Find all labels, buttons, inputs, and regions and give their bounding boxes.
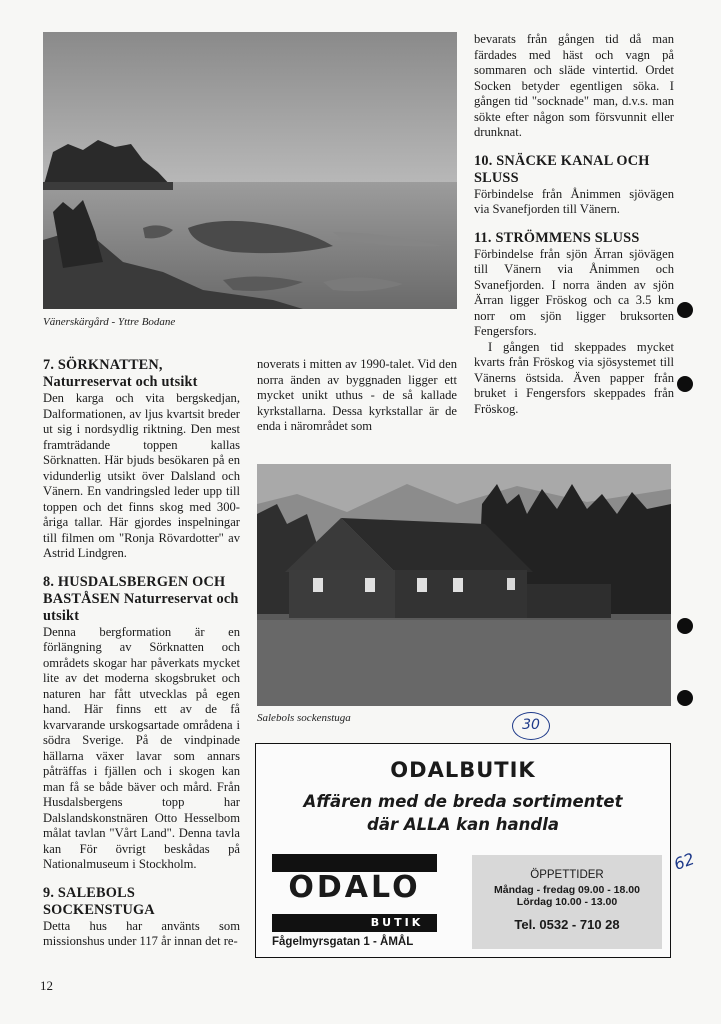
photo-caption-archipelago: Vänerskärgård - Yttre Bodane bbox=[43, 316, 176, 328]
heading-sorknatten: 7. SÖRKNATTEN, Naturreservat och utsikt bbox=[43, 357, 198, 390]
heading-salebols-sockenstuga: 9. SALEBOLS SOCKENSTUGA bbox=[43, 884, 155, 918]
photo-sockenstuga bbox=[257, 464, 671, 706]
ad-tagline-1: Affären med de breda sortimentet bbox=[303, 792, 623, 811]
binder-hole bbox=[677, 618, 693, 634]
page-stamp bbox=[512, 712, 550, 740]
column-1 bbox=[43, 357, 240, 950]
ad-tagline-2: där ALLA kan handla bbox=[367, 815, 559, 834]
photo-archipelago bbox=[43, 32, 457, 309]
heading-strommens-sluss: 11. STRÖMMENS SLUSS bbox=[474, 229, 640, 246]
hours-saturday: Lördag 10.00 - 13.00 bbox=[516, 896, 618, 908]
opening-hours-box bbox=[472, 855, 662, 949]
column-2 bbox=[257, 357, 457, 435]
logo-text: ODALO bbox=[288, 870, 421, 905]
text-salebols-sockenstuga: Detta hus har använts som missionshus under 117 år innan det re- bbox=[43, 918, 240, 948]
archipelago-photo-illustration bbox=[43, 32, 457, 309]
binder-hole bbox=[677, 690, 693, 706]
page-number: 12 bbox=[40, 978, 53, 993]
heading-snacke-kanal: 10. SNÄCKE KANAL OCH SLUSS bbox=[474, 152, 650, 186]
page-stamp-text: 30 bbox=[522, 717, 540, 733]
binder-hole bbox=[677, 302, 693, 318]
phone-number: Tel. 0532 - 710 28 bbox=[514, 917, 620, 932]
text-strommens-sluss: Förbindelse från sjön Ärran sjövägen till Vänern via Ånimmen och Svanefjorden. I norra änden av sjön Ärran ligger Fröskog och ca 3.5 km norr om sjön ligger bruksorten Fengersfors. bbox=[474, 246, 674, 338]
heading-husdalsbergen: 8. HUSDALSBERGEN OCH BASTÅSEN Naturreservat och utsikt bbox=[43, 573, 239, 624]
text-salebols-continued-2: bevarats från gången tid då man färdades med häst och vagn på sommaren och släde vintertid. Ordet Socken betyder egentligen söka. I gången tid "socknade" man, d.v.s. man sökte efter någon som försvunnit eller drunknat. bbox=[474, 32, 674, 139]
margin-note: 62 bbox=[671, 849, 697, 874]
binder-hole bbox=[677, 376, 693, 392]
text-salebols-continued: noverats i mitten av 1990-talet. Vid den norra änden av byggnaden ligger ett mycket unikt uthus - de så kallade kyrkstallarna. Dessa kyrkstallar är de enda i närområdet som bbox=[257, 357, 457, 433]
ad-address: Fågelmyrsgatan 1 - ÅMÅL bbox=[272, 936, 414, 948]
text-husdalsbergen: Denna bergformation är en förlängning av Sörknatten och områdets skogar har påverkats mycket lite av det moderna skogsbruket och naturen har fått utvecklas på egen hand. Här finns ett av de få kvarvarande urskogsartade områdena i södra Sverige. På de vindpinade hällarna växer lavar som annars påträffas i fjällen och i skogen kan man få se både bäver och mård. Från Husdalsbergens topp har Dalslandskonstnären Otto Hesselbom målat tavlan "Vårt Land". Denna tavla kan För övrigt beskådas på Nationalmuseum i Stockholm. bbox=[43, 624, 240, 871]
photo-caption-sockenstuga: Salebols sockenstuga bbox=[257, 712, 351, 724]
logo-subtext: BUTIK bbox=[370, 916, 424, 929]
ad-title: ODALBUTIK bbox=[390, 758, 536, 782]
text-snacke-kanal: Förbindelse från Ånimmen sjövägen via Svanefjorden till Vänern. bbox=[474, 186, 674, 216]
hours-weekdays: Måndag - fredag 09.00 - 18.00 bbox=[494, 884, 640, 896]
text-strommens-sluss-2: I gången tid skeppades mycket kvarts från Fröskog via sjösystemet till Vänerns östsida. Även papper från bruket i Fengersfors skeppades från Fröskog. bbox=[474, 339, 674, 416]
odalbutik-advertisement bbox=[255, 743, 671, 958]
hours-title: ÖPPETTIDER bbox=[530, 869, 604, 881]
text-sorknatten: Den karga och vita bergskedjan, Dalformationen, av ljus kvartsit breder ut sig i nordsydlig riktning. Den mest framträdande toppen kallas Sörknatten. Här bjuds besökaren på en vidunderlig utsikt över Dalsland och Vänern. En vandringsled leder upp till toppen och det finns skog med 300-åriga tallar. Här gjordes inspelningar till filmen om "Ronja Rövardotter" av Astrid Lindgren. bbox=[43, 391, 240, 560]
sockenstuga-photo-illustration bbox=[257, 464, 671, 706]
odal-logo bbox=[272, 854, 437, 934]
column-3 bbox=[474, 32, 674, 417]
